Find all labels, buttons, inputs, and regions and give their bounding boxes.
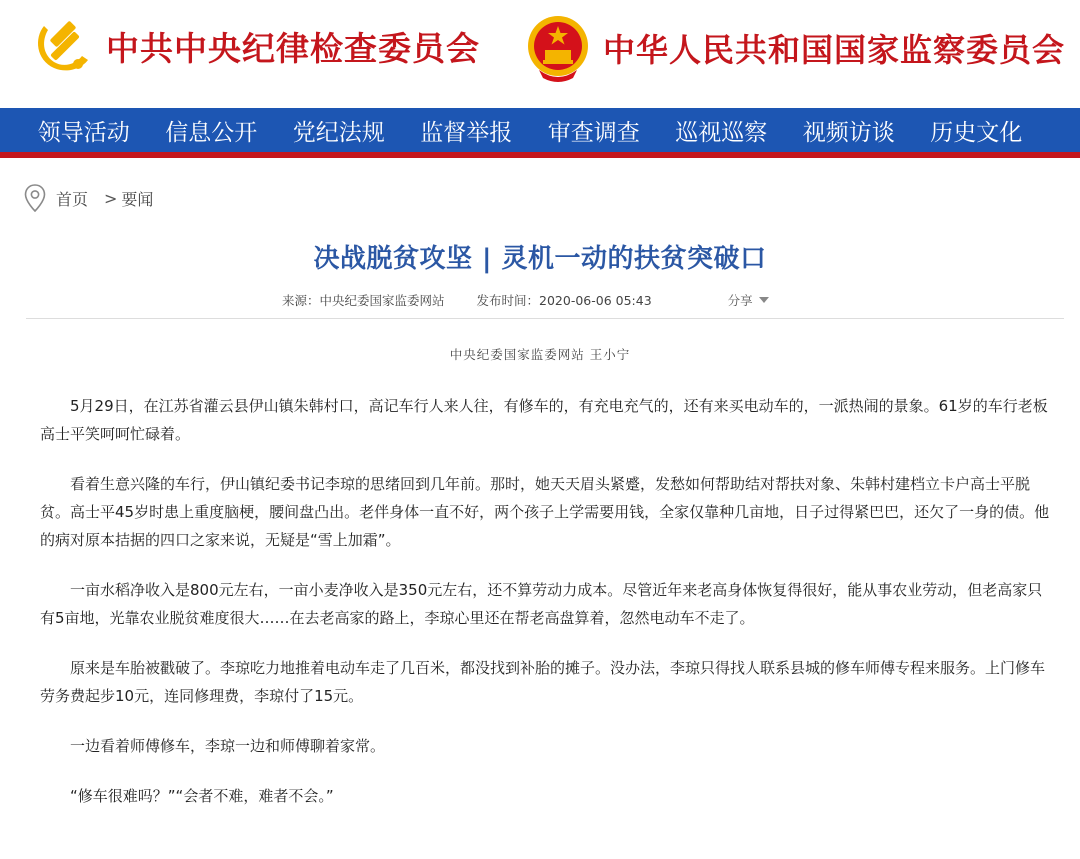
article-body — [40, 392, 1050, 832]
article-paragraph: 原来是车胎被戳破了。李琼吃力地推着电动车走了几百米，都没找到补胎的摊子。没办法，李琼只得找人联系县城的修车师傅专程来服务。上门修车劳务费起步10元，连同修理费，李琼付了15元。 — [40, 659, 1046, 705]
nav-item-video-interview[interactable]: 视频访谈 — [802, 119, 895, 146]
share-button[interactable] — [728, 291, 769, 309]
article-paragraph: 一亩水稻净收入是800元左右，一亩小麦净收入是350元左右，还不算劳动力成本。尽管近年来老高身体恢复得很好，能从事农业劳动，但老高家只有5亩地，光靠农业脱贫难度很大……在去老高家的路上，李琼心里还在帮老高盘算着，忽然电动车不走了。 — [40, 581, 1043, 627]
nav-item-history-culture[interactable]: 历史文化 — [930, 119, 1023, 146]
nav-item-supervision-report[interactable]: 监督举报 — [420, 119, 513, 146]
share-label: 分享 — [727, 293, 753, 308]
party-emblem-icon — [28, 14, 92, 78]
article-meta — [282, 291, 769, 309]
breadcrumb-section[interactable]: 要闻 — [121, 189, 154, 209]
nav-red-underline — [0, 152, 1080, 158]
site-header — [0, 0, 1080, 108]
nsc-commission-name: 中华人民共和国国家监察委员会 — [603, 31, 1066, 69]
nav-item-investigation[interactable]: 审查调查 — [547, 119, 640, 146]
meta-divider — [26, 318, 1064, 319]
chevron-down-icon — [759, 297, 769, 303]
article-source: 来源：中央纪委国家监委网站 — [282, 293, 445, 308]
article-paragraph: 一边看着师傅修车，李琼一边和师傅聊着家常。 — [70, 737, 386, 755]
nav-item-leadership[interactable]: 领导活动 — [37, 119, 130, 146]
nsc-logo[interactable] — [525, 12, 1065, 84]
cpc-commission-name: 中共中央纪律检查委员会 — [106, 28, 480, 68]
breadcrumb — [24, 184, 153, 212]
location-pin-icon — [24, 184, 46, 212]
breadcrumb-home[interactable]: 首页 — [56, 189, 89, 209]
nav-item-party-rules[interactable]: 党纪法规 — [292, 119, 385, 146]
article-byline: 中央纪委国家监委网站 王小宁 — [449, 347, 631, 362]
main-nav — [0, 108, 1080, 152]
article-paragraph: “修车很难吗？”“会者不难，难者不会。” — [70, 787, 334, 805]
article-date: 发布时间：2020-06-06 05:43 — [476, 293, 652, 308]
article-title: 决战脱贫攻坚 | 灵机一动的扶贫突破口 — [313, 244, 767, 274]
cpc-logo[interactable] — [28, 14, 480, 78]
article-paragraph: 看着生意兴隆的车行，伊山镇纪委书记李琼的思绪回到几年前。那时，她天天眉头紧蹙，发愁如何帮助结对帮扶对象、朱韩村建档立卡户高士平脱贫。高士平45岁时患上重度脑梗，腰间盘凸出。老伴身体一直不好，两个孩子上学需要用钱，全家仅靠种几亩地，日子过得紧巴巴，还欠了一身的债。他的病对原本拮据的四口之家来说，无疑是“雪上加霜”。 — [40, 475, 1050, 549]
nav-item-info-disclosure[interactable]: 信息公开 — [165, 119, 258, 146]
national-emblem-icon — [525, 12, 591, 84]
article-paragraph: 5月29日，在江苏省灌云县伊山镇朱韩村口，高记车行人来人往，有修车的，有充电充气的，还有来买电动车的，一派热闹的景象。61岁的车行老板高士平笑呵呵忙碌着。 — [40, 397, 1048, 443]
nav-item-inspection[interactable]: 巡视巡察 — [675, 119, 768, 146]
breadcrumb-separator: > — [104, 188, 118, 208]
